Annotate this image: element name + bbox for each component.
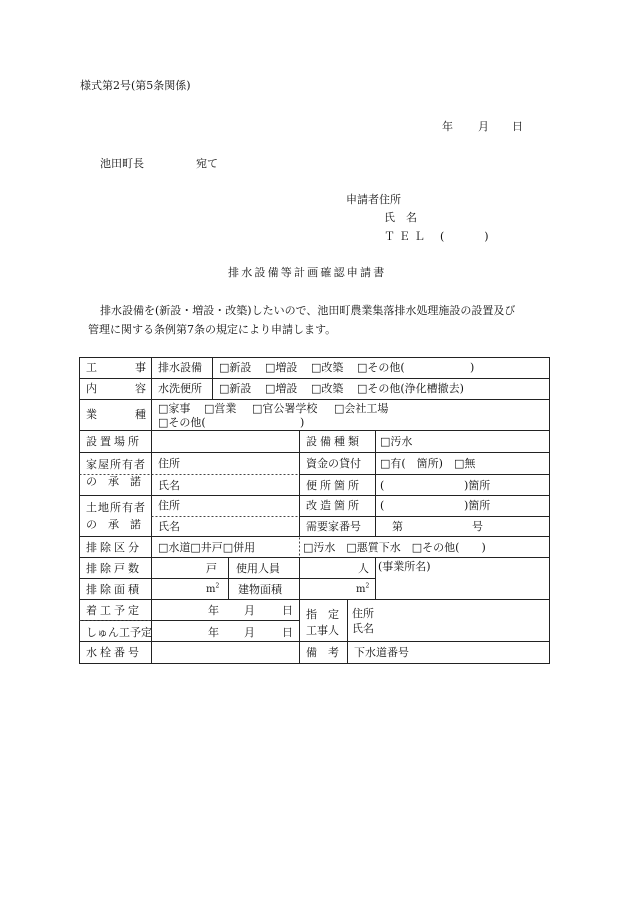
date-month-label: 月 xyxy=(478,120,489,133)
start-day: 日 xyxy=(282,604,293,617)
applicant-tel-label: ＴＥＬ xyxy=(384,230,429,243)
toilet-renovate-checkbox[interactable]: □改築 xyxy=(311,382,344,395)
business-type-label-a: 業 xyxy=(86,408,97,421)
customer-number-suffix: 号 xyxy=(472,520,483,533)
completion-day: 日 xyxy=(282,626,293,639)
date-year-label: 年 xyxy=(442,120,453,133)
business-name-label: (事業所名) xyxy=(378,560,431,573)
discharge-type-options[interactable]: □汚水 □悪質下水 □その他( ) xyxy=(303,541,486,554)
equipment-sewage-checkbox[interactable]: □汚水 xyxy=(380,435,413,448)
designated-contractor-label-b: 工事人 xyxy=(306,624,339,637)
applicant-address-label: 申請者住所 xyxy=(346,193,401,206)
land-owner-label-b: の 承 諾 xyxy=(86,518,141,531)
household-unit: 戸 xyxy=(206,562,217,575)
drainage-expand-checkbox[interactable]: □増設 xyxy=(265,361,298,374)
users-unit: 人 xyxy=(358,562,369,575)
drainage-facility-label: 排水設備 xyxy=(158,361,202,374)
building-area-unit: $m^2$ xyxy=(356,582,370,595)
date-day-label: 日 xyxy=(512,120,523,133)
land-owner-name-label: 氏名 xyxy=(158,520,180,533)
install-location-label: 設置場所 xyxy=(86,435,142,448)
type-commercial-checkbox[interactable]: □営業 xyxy=(204,402,237,415)
drainage-other-close: ) xyxy=(470,361,475,374)
house-owner-label-a: 家屋所有者 xyxy=(86,458,146,471)
intro-line-1: 排水設備を(新設・増設・改築)したいので、池田町農業集落排水処理施設の設置及び xyxy=(100,304,516,317)
equipment-type-label: 設備種類 xyxy=(306,435,362,448)
loan-label: 資金の貸付 xyxy=(306,457,361,470)
intro-line-2: 管理に関する条例第7条の規定により申請します。 xyxy=(88,323,337,336)
start-year: 年 xyxy=(208,604,219,617)
discharge-area-unit: $m^2$ xyxy=(206,582,220,595)
users-label: 使用人員 xyxy=(236,562,280,575)
start-month: 月 xyxy=(244,604,255,617)
loan-options[interactable]: □有( 箇所) □無 xyxy=(380,457,476,470)
toilet-count-close: )箇所 xyxy=(464,479,491,492)
completion-year: 年 xyxy=(208,626,219,639)
toilet-count-open: ( xyxy=(380,479,385,492)
drainage-renovate-checkbox[interactable]: □改築 xyxy=(311,361,344,374)
water-source-options[interactable]: □水道□井戸□併用 xyxy=(158,541,256,554)
renovation-count-open: ( xyxy=(380,499,385,512)
content-label-b: 容 xyxy=(135,382,146,395)
toilet-count-label: 便所箇所 xyxy=(306,479,362,492)
land-owner-label-a: 土地所有者 xyxy=(86,501,146,514)
house-owner-name-label: 氏名 xyxy=(158,479,180,492)
toilet-other-checkbox[interactable]: □その他(浄化槽撤去) xyxy=(357,382,464,395)
building-area-label: 建物面積 xyxy=(238,583,282,596)
content-label-a: 内 xyxy=(86,382,97,395)
customer-number-prefix: 第 xyxy=(392,520,403,533)
start-schedule-label: 着工予定 xyxy=(86,604,142,617)
business-type-label-b: 種 xyxy=(135,408,146,421)
faucet-number-label: 水栓番号 xyxy=(86,646,142,659)
toilet-expand-checkbox[interactable]: □増設 xyxy=(265,382,298,395)
toilet-new-checkbox[interactable]: □新設 xyxy=(219,382,252,395)
work-label-a: 工 xyxy=(86,361,97,374)
designated-contractor-label-a: 指 定 xyxy=(306,608,339,621)
completion-schedule-label: しゅん工予定 xyxy=(86,626,152,639)
contractor-name-label: 氏名 xyxy=(352,622,374,635)
discharge-category-label: 排除区分 xyxy=(86,541,142,554)
land-owner-address-label: 住所 xyxy=(158,499,180,512)
type-other-checkbox[interactable]: □その他( xyxy=(158,416,206,429)
type-company-checkbox[interactable]: □会社工場 xyxy=(334,402,389,415)
sewer-number-label: 下水道番号 xyxy=(354,646,409,659)
document-title: 排水設備等計画確認申請書 xyxy=(228,266,387,279)
customer-number-label: 需要家番号 xyxy=(306,520,361,533)
type-other-close: ) xyxy=(300,416,305,429)
drainage-new-checkbox[interactable]: □新設 xyxy=(219,361,252,374)
completion-month: 月 xyxy=(244,626,255,639)
form-number: 様式第2号(第5条関係) xyxy=(80,79,191,92)
type-public-checkbox[interactable]: □官公署学校 xyxy=(252,402,318,415)
discharge-area-label: 排除面積 xyxy=(86,583,142,596)
contractor-address-label: 住所 xyxy=(352,607,374,620)
drainage-other-checkbox[interactable]: □その他( xyxy=(357,361,405,374)
remarks-label: 備 考 xyxy=(306,646,339,659)
applicant-name-label: 氏 名 xyxy=(384,211,417,224)
recipient-suffix: 宛て xyxy=(196,157,218,170)
type-household-checkbox[interactable]: □家事 xyxy=(158,402,191,415)
flush-toilet-label: 水洗便所 xyxy=(158,382,202,395)
recipient: 池田町長 xyxy=(100,157,144,170)
house-owner-label-b: の 承 諾 xyxy=(86,475,141,488)
work-label-b: 事 xyxy=(135,361,146,374)
household-count-label: 排除戸数 xyxy=(86,562,142,575)
house-owner-address-label: 住所 xyxy=(158,457,180,470)
renovation-count-label: 改造箇所 xyxy=(306,499,362,512)
renovation-count-close: )箇所 xyxy=(464,499,491,512)
applicant-tel-paren: ( ) xyxy=(440,230,495,243)
